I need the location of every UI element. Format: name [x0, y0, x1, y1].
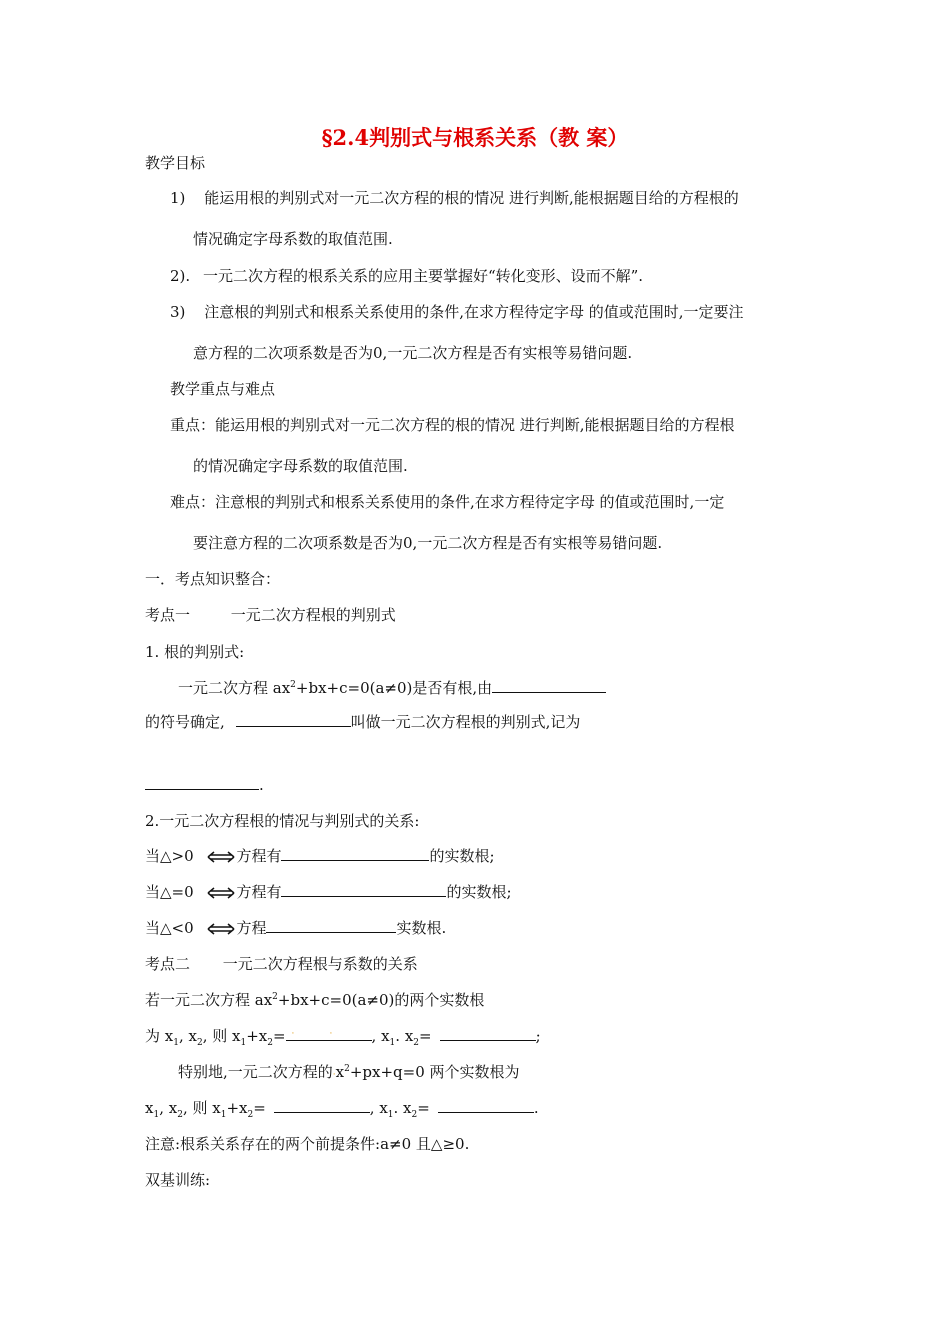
mark-dot: · — [329, 1029, 333, 1039]
goal-3-line1: 注意根的判别式和根系关系使用的条件,在求方程待定字母 的值或范围时,一定要注 — [204, 303, 744, 321]
kp1-text: 一元二次方程根的判别式 — [230, 606, 396, 624]
goal-2-num: 2). — [170, 267, 191, 285]
note: 注意:根系关系存在的两个前提条件:a≠0 且△≥0. — [145, 1135, 470, 1153]
page-title: §2.4判别式与根系关系（教 案） — [321, 125, 629, 150]
answer-blank — [281, 882, 446, 897]
kp2-label: 考点二 — [145, 955, 191, 973]
goal-3-num: 3) — [170, 303, 186, 321]
kp1-label: 考点一 — [145, 606, 191, 624]
special-line2: $x_1$, $x_2$, 则 $x_1+x_2=$ , $x_1$. $x_2=$ . — [145, 1099, 539, 1120]
double-arrow-icon — [206, 886, 236, 900]
key-point-label: 重点： — [170, 416, 216, 434]
item1-heading: 1. 根的判别式: — [145, 643, 245, 661]
kp2-text: 一元二次方程根与系数的关系 — [222, 955, 418, 973]
mark-dot: · — [332, 1070, 336, 1080]
goal-2 — [170, 266, 643, 286]
goal-1 — [170, 188, 739, 208]
difficult-point — [170, 492, 724, 512]
double-arrow-icon — [206, 922, 236, 936]
goal-3-line2: 意方程的二次项系数是否为0,一元二次方程是否有实根等易错问题. — [193, 344, 633, 362]
item1-line3: . — [145, 775, 264, 795]
key-heading: 教学重点与难点 — [170, 380, 276, 398]
answer-blank — [236, 712, 351, 727]
difficult-point-label: 难点： — [170, 493, 216, 511]
answer-blank — [281, 846, 429, 861]
item1-line1: 一元二次方程 $ax^2+bx+c=0(a\ne 0)$是否有根,由 — [178, 678, 606, 698]
goal-2-line1: 一元二次方程的根系关系的应用主要掌握好“转化变形、设而不解”. — [202, 267, 644, 285]
key-point — [170, 415, 735, 435]
answer-blank — [274, 1098, 370, 1113]
difficult-point-line1: 注意根的判别式和根系关系使用的条件,在求方程待定字母 的值或范围时,一定 — [215, 493, 725, 511]
goal-1-line2: 情况确定字母系数的取值范围. — [193, 230, 393, 248]
item2-heading: 2.一元二次方程根的情况与判别式的关系: — [145, 812, 420, 830]
goal-3 — [170, 302, 744, 322]
key-point-line1: 能运用根的判别式对一元二次方程的根的情况 进行判断,能根据题目给的方程根 — [215, 416, 735, 434]
vieta-line2: 为 $x_1$, $x_2$, 则 $x_1+x_2=$ · · , $x_1$. $x_2=$ ; — [145, 1026, 541, 1046]
answer-blank — [266, 918, 396, 933]
goals-heading: 教学目标 — [145, 154, 206, 172]
case-positive: 当△>0 方程有 的实数根; — [145, 847, 495, 865]
case-negative: 当△<0 方程 实数根. — [145, 919, 447, 937]
key-point-line2: 的情况确定字母系数的取值范围. — [193, 457, 408, 475]
goal-1-line1: 能运用根的判别式对一元二次方程的根的情况 进行判断,能根据题目给的方程根的 — [204, 189, 739, 207]
kp1 — [145, 605, 396, 625]
answer-blank — [440, 1026, 536, 1041]
double-arrow-icon — [206, 850, 236, 864]
goal-1-num: 1) — [170, 189, 186, 207]
section-1-heading: 一．考点知识整合： — [145, 570, 281, 588]
kp2 — [145, 954, 418, 974]
answer-blank — [438, 1098, 534, 1113]
item1-line2: 的符号确定, 叫做一元二次方程根的判别式,记为 — [145, 713, 581, 731]
mark-dot: · — [291, 1029, 295, 1039]
training-heading: 双基训练: — [145, 1171, 211, 1189]
vieta-line1: 若一元二次方程 $ax^2+bx+c=0(a\ne 0)$的两个实数根 — [145, 991, 485, 1009]
special-line1: 特别地,一元二次方程的$\cdot x^2+px+q=0$ 两个实数根为 — [178, 1063, 520, 1081]
answer-blank — [145, 775, 259, 790]
case-zero: 当△=0 方程有 的实数根; — [145, 883, 512, 901]
answer-blank — [286, 1026, 372, 1041]
answer-blank — [492, 678, 606, 693]
difficult-point-line2: 要注意方程的二次项系数是否为0,一元二次方程是否有实根等易错问题. — [193, 534, 663, 552]
